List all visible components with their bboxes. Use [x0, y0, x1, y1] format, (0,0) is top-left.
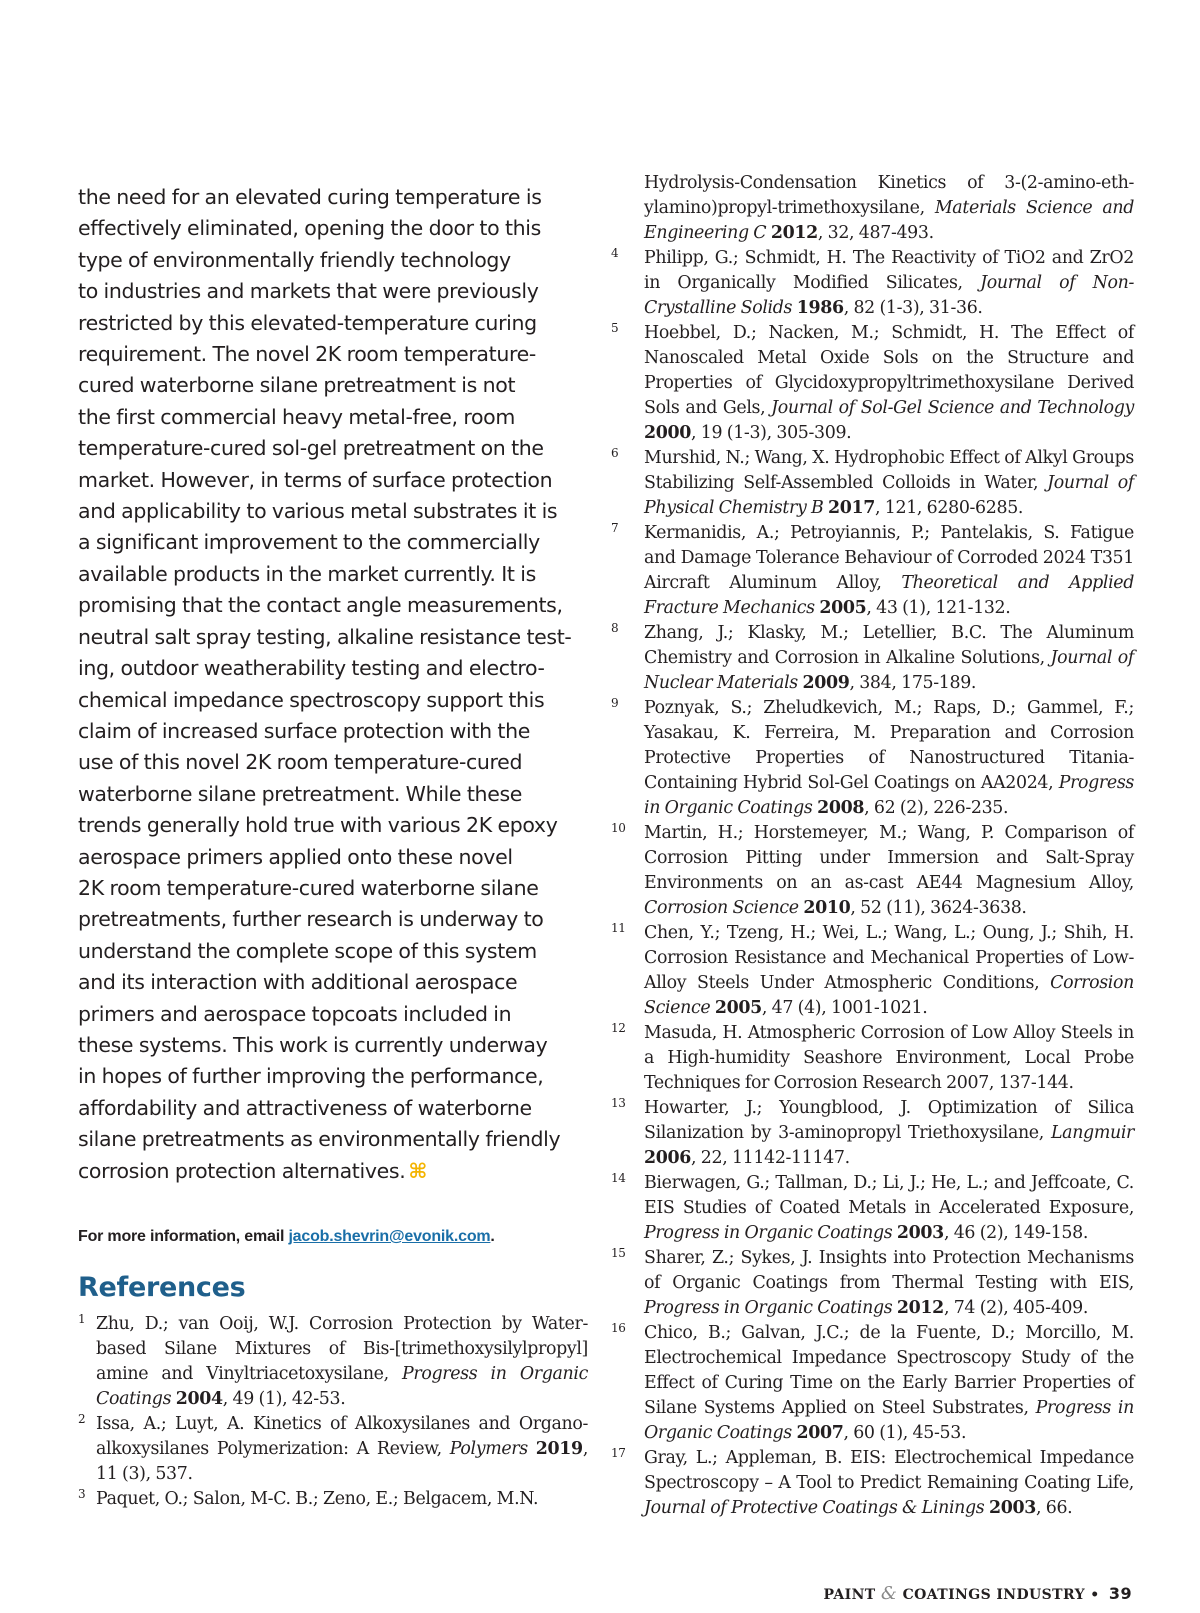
end-mark-icon: ⌘ [408, 1158, 428, 1183]
more-info-suffix: . [490, 1228, 495, 1245]
reference-number: 1 [78, 1312, 86, 1326]
reference-number: 15 [611, 1246, 626, 1260]
reference-text: Zhu, D.; van Ooij, W.J. Corrosion Protection by Water-based Silane Mixtures of Bis-[trimethoxysilylpropyl] amine and Vinyltriacetoxysilane, [96, 1314, 588, 1384]
reference-item [611, 321, 1134, 446]
body-line: restricted by this elevated-temperature curing [78, 310, 537, 335]
reference-journal: Progress in Organic Coatings [96, 1364, 588, 1409]
body-line: to industries and markets that were previously [78, 279, 539, 304]
reference-journal: Polymers [449, 1439, 528, 1459]
reference-year: 2019 [535, 1439, 583, 1459]
reference-item [611, 1246, 1134, 1321]
reference-number: 6 [611, 446, 619, 460]
references-heading: References [78, 1272, 246, 1303]
reference-journal: Materials Science and Engineering C [644, 198, 1134, 243]
reference-item [611, 1321, 1134, 1446]
reference-item [78, 1312, 588, 1412]
body-line: cured waterborne silane pretreatment is not [78, 373, 516, 398]
reference-number: 14 [611, 1171, 626, 1185]
body-line: in hopes of further improving the performance, [78, 1064, 544, 1089]
reference-year: 2010 [803, 898, 851, 918]
body-line: requirement. The novel 2K room temperature- [78, 342, 536, 367]
page-number: 39 [1108, 1584, 1132, 1603]
body-line: aerospace primers applied onto these novel [78, 844, 513, 869]
reference-year: 2012 [896, 1298, 944, 1318]
reference-journal: Corrosion Science [644, 898, 799, 918]
reference-journal: Journal of Sol-Gel Science and Technology [771, 398, 1134, 418]
body-line: chemical impedance spectroscopy support this [78, 687, 545, 712]
body-line-last [78, 1156, 588, 1187]
reference-journal: Theoretical and Applied Fracture Mechanics [644, 573, 1135, 618]
reference-year: 2004 [175, 1389, 223, 1409]
reference-journal: Journal of Nuclear Materials [644, 648, 1134, 693]
footer-publication-left: PAINT [823, 1587, 876, 1603]
more-info-line [78, 1228, 495, 1246]
reference-details: , 49 (1), 42-53. [222, 1389, 346, 1409]
reference-number: 10 [611, 821, 626, 835]
body-line: and applicability to various metal substrates it is [78, 499, 558, 524]
reference-number: 16 [611, 1321, 626, 1335]
reference-item-continued [626, 171, 1134, 246]
references-list-left [78, 1312, 588, 1512]
reference-year: 2003 [988, 1498, 1036, 1518]
reference-year: 2003 [896, 1223, 944, 1243]
references-list-right [611, 171, 1135, 1521]
reference-journal: Progress in Organic Coatings [644, 1298, 893, 1318]
reference-details: , 121, 6280-6285. [875, 498, 1024, 518]
reference-details: , 47 (4), 1001-1021. [761, 998, 928, 1018]
reference-journal: Langmuir [1050, 1123, 1134, 1143]
reference-details: , 66. [1035, 1498, 1073, 1518]
reference-text: Chico, B.; Galvan, J.C.; de la Fuente, D.; Morcillo, M. Electrochemical Impedance Spectroscopy Study of the Effect of Curing Time on the Early Barrier Properties of Silane Systems Applied on Steel Substrates, [644, 1323, 1134, 1418]
reference-details: , 32, 487-493. [817, 223, 934, 243]
reference-text: Bierwagen, G.; Tallman, D.; Li, J.; He, L.; and Jeffcoate, C. EIS Studies of Coated Metals in Accelerated Exposure, [644, 1173, 1134, 1218]
reference-text: Paquet, O.; Salon, M-C. B.; Zeno, E.; Belgacem, M.N. [96, 1489, 539, 1509]
reference-year: 2006 [644, 1148, 692, 1168]
reference-details: , 62 (2), 226-235. [864, 798, 1009, 818]
body-line: a significant improvement to the commercially [78, 530, 540, 555]
reference-number: 3 [78, 1487, 86, 1501]
reference-item [611, 521, 1135, 621]
reference-year: 1986 [796, 298, 844, 318]
reference-year: 2005 [819, 598, 867, 618]
reference-details: , 60 (1), 45-53. [843, 1423, 967, 1443]
reference-text: Masuda, H. Atmospheric Corrosion of Low Alloy Steels in a High-humidity Seashore Environment, Local Probe Techniques for Corrosion Research 2007, 137-144. [644, 1023, 1134, 1093]
reference-item [611, 921, 1134, 1021]
reference-text: Hydrolysis-Condensation Kinetics of 3-(2-amino-eth-ylamino)propyl-trimethoxysilane, [644, 173, 1134, 218]
body-line: available products in the market currently. It is [78, 561, 536, 586]
reference-details: , 19 (1-3), 305-309. [691, 423, 852, 443]
reference-number: 8 [611, 621, 619, 635]
reference-details: , 46 (2), 149-158. [943, 1223, 1089, 1243]
more-info-prefix: For more information, email [78, 1228, 289, 1245]
body-line: the need for an elevated curing temperature is [78, 185, 542, 209]
reference-journal: Progress in Organic Coatings [644, 1398, 1134, 1443]
reference-text: Philipp, G.; Schmidt, H. The Reactivity of TiO2 and ZrO2 in Organically Modified Silicates, [644, 248, 1134, 293]
reference-item [611, 696, 1134, 821]
reference-number: 17 [611, 1446, 626, 1460]
reference-item [611, 1446, 1134, 1521]
reference-details: , 74 (2), 405-409. [943, 1298, 1089, 1318]
reference-details: , 82 (1-3), 31-36. [843, 298, 983, 318]
reference-text: Poznyak, S.; Zheludkevich, M.; Raps, D.; Gammel, F.; Yasakau, K. Ferreira, M. Preparation and Corrosion Protective Properties of Nanostructured Titania-Containing Hybrid Sol-Gel Coatings on AA2024, [644, 698, 1134, 793]
reference-year: 2017 [828, 498, 876, 518]
reference-details: , 22, 11142-11147. [691, 1148, 850, 1168]
body-line: ing, outdoor weatherability testing and electro- [78, 656, 545, 681]
article-body [78, 182, 588, 1187]
reference-journal: Corrosion Science [644, 973, 1134, 1018]
reference-number: 13 [611, 1096, 626, 1110]
reference-number: 2 [78, 1412, 86, 1426]
body-line: understand the complete scope of this system [78, 938, 537, 963]
reference-text: Kermanidis, A.; Petroyiannis, P.; Pantelakis, S. Fatigue and Damage Tolerance Behaviour of Corroded 2024 T351 Aircraft Aluminum Alloy, [644, 523, 1134, 593]
page-footer [823, 1583, 1132, 1604]
reference-year: 2009 [802, 673, 850, 693]
body-line: temperature-cured sol-gel pretreatment on the [78, 436, 544, 461]
reference-item [611, 1171, 1134, 1246]
reference-item [611, 246, 1134, 321]
reference-year: 2008 [817, 798, 865, 818]
reference-item [611, 1096, 1134, 1171]
footer-publication-right: COATINGS INDUSTRY [902, 1587, 1085, 1603]
reference-text: Issa, A.; Luyt, A. Kinetics of Alkoxysilanes and Organo-alkoxysilanes Polymerization: A Review, [96, 1414, 588, 1459]
reference-details: , 384, 175-189. [849, 673, 977, 693]
reference-number: 12 [611, 1021, 626, 1035]
reference-details: , 43 (1), 121-132. [866, 598, 1011, 618]
footer-bullet: • [1090, 1587, 1100, 1603]
reference-number: 5 [611, 321, 619, 335]
reference-text: Gray, L.; Appleman, B. EIS: Electrochemical Impedance Spectroscopy – A Tool to Predict Remaining Coating Life, [644, 1448, 1134, 1493]
reference-journal: Progress in Organic Coatings [644, 773, 1134, 818]
body-line: waterborne silane pretreatment. While these [78, 781, 523, 806]
body-line-text: corrosion protection alternatives. [78, 1158, 406, 1183]
reference-number: 7 [611, 521, 619, 535]
reference-item [611, 446, 1134, 521]
reference-details: , 11 (3), 537. [96, 1439, 588, 1484]
reference-item [78, 1412, 588, 1487]
reference-text: Martin, H.; Horstemeyer, M.; Wang, P. Comparison of Corrosion Pitting under Immersion and Salt-Spray Environments on an as-cast AE44 Magnesium Alloy, [644, 823, 1134, 893]
reference-text: Chen, Y.; Tzeng, H.; Wei, L.; Wang, L.; Oung, J.; Shih, H. Corrosion Resistance and Mechanical Properties of Low-Alloy Steels Under Atmospheric Conditions, [644, 923, 1134, 993]
body-line: type of environmentally friendly technology [78, 247, 511, 272]
reference-text: Hoebbel, D.; Nacken, M.; Schmidt, H. The Effect of Nanoscaled Metal Oxide Sols on the Structure and Properties of Glycidoxypropyltrimethoxysilane Derived Sols and Gels, [644, 323, 1134, 418]
email-link[interactable]: jacob.shevrin@evonik.com [288, 1228, 491, 1245]
reference-journal: Journal of Non-Crystalline Solids [644, 273, 1134, 318]
reference-journal: Journal of Protective Coatings & Linings [644, 1498, 985, 1518]
body-line: neutral salt spray testing, alkaline resistance test- [78, 624, 572, 649]
body-line: promising that the contact angle measurements, [78, 593, 563, 618]
reference-number: 4 [611, 246, 619, 260]
reference-number: 11 [611, 921, 626, 935]
reference-item [611, 1021, 1134, 1096]
body-line: 2K room temperature-cured waterborne silane [78, 875, 539, 900]
reference-details: , 52 (11), 3624-3638. [850, 898, 1027, 918]
body-line: claim of increased surface protection with the [78, 718, 530, 743]
reference-text: Sharer, Z.; Sykes, J. Insights into Protection Mechanisms of Organic Coatings from Thermal Testing with EIS, [644, 1248, 1134, 1293]
body-line: use of this novel 2K room temperature-cured [78, 750, 523, 775]
reference-year: 2012 [770, 223, 818, 243]
reference-item [78, 1487, 588, 1512]
reference-journal: Progress in Organic Coatings [644, 1223, 893, 1243]
reference-text: Zhang, J.; Klasky, M.; Letellier, B.C. The Aluminum Chemistry and Corrosion in Alkaline Solutions, [644, 623, 1134, 668]
reference-year: 2005 [714, 998, 762, 1018]
reference-text: Murshid, N.; Wang, X. Hydrophobic Effect of Alkyl Groups Stabilizing Self-Assembled Colloids in Water, [644, 448, 1134, 493]
body-line: effectively eliminated, opening the door to this [78, 216, 541, 241]
body-line: trends generally hold true with various 2K epoxy [78, 813, 558, 838]
body-line: pretreatments, further research is underway to [78, 907, 544, 932]
body-line: primers and aerospace topcoats included in [78, 1001, 512, 1026]
reference-number: 9 [611, 696, 619, 710]
reference-item [611, 621, 1134, 696]
body-line: silane pretreatments as environmentally friendly [78, 1127, 561, 1152]
body-line: affordability and attractiveness of waterborne [78, 1095, 532, 1120]
body-line: market. However, in terms of surface protection [78, 467, 553, 492]
reference-item [611, 821, 1134, 921]
body-line: and its interaction with additional aerospace [78, 970, 518, 995]
reference-year: 2000 [644, 423, 692, 443]
reference-text: Howarter, J.; Youngblood, J. Optimization of Silica Silanization by 3-aminopropyl Triethoxysilane, [644, 1098, 1134, 1143]
footer-ampersand: & [880, 1583, 898, 1604]
reference-journal: Journal of Physical Chemistry B [644, 473, 1134, 518]
reference-year: 2007 [796, 1423, 844, 1443]
body-line: these systems. This work is currently underway [78, 1032, 548, 1057]
body-line: the first commercial heavy metal-free, room [78, 404, 515, 429]
